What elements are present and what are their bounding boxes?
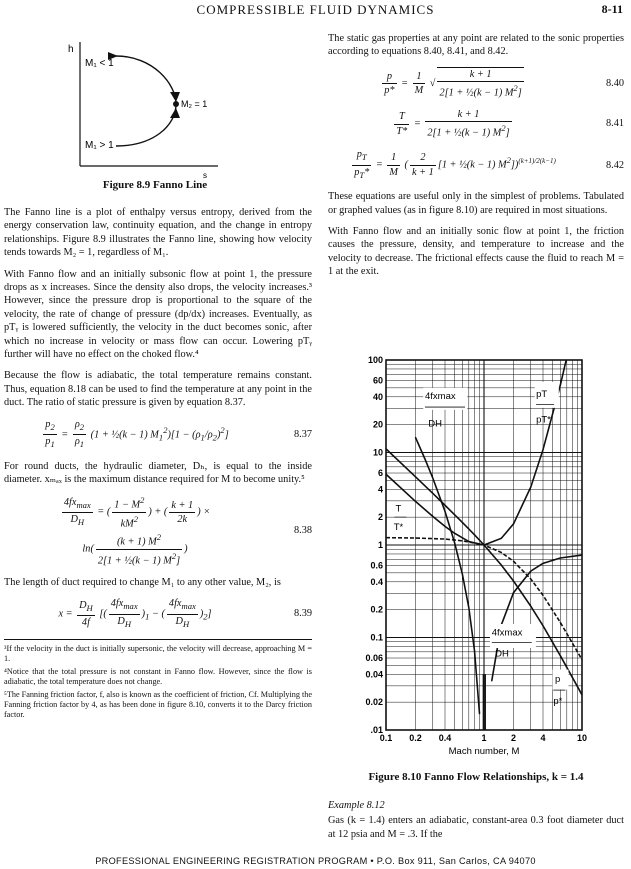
fanno-y-label: h [68, 44, 74, 55]
data-point [581, 659, 582, 660]
footnote-3: ³If the velocity in the duct is initially supersonic, the velocity will decrease, approaching M = 1. [4, 644, 312, 664]
label-fx-low: 4fxmax [491, 627, 523, 639]
data-point [385, 474, 386, 475]
data-point [581, 554, 582, 555]
y-tick-label: 0.4 [370, 576, 383, 587]
paragraph-sonic-flow: With Fanno flow and an initially sonic flow at point 1, the friction causes the pressure, density, and temperature to increase and the velocity to decrease. The frictional effects cause the fluid to reach M = 1 at the exit. [328, 226, 624, 278]
y-tick-label: 0.6 [370, 560, 383, 571]
equation-8-38: $\frac{4fx_{max}}{D_H}$ = ( $\frac{1 - M^2}{kM^2}$ ) + ( $\frac{k + 1}{2k}$ ) × ln( $\frac{(k + 1) M^2}{2[1 + \frac{1}{2}(k - 1) M^2]}$ ) 8.38 [63, 495, 312, 567]
paragraph-duct-length: The length of duct required to change M₁ to any other value, M₂, is [4, 576, 281, 588]
data-point [560, 655, 561, 656]
data-point [415, 437, 416, 438]
data-point [530, 571, 531, 572]
data-point [560, 557, 561, 558]
data-point [560, 622, 561, 623]
data-point [444, 505, 445, 506]
data-point [513, 523, 514, 524]
data-point [468, 541, 469, 542]
equation-8-39: x = $\frac{D_H}{4f}$ [( $\frac{4fx_{max}}{D_H}$ )$_1$ − ( $\frac{4fx_{max}}{D_H}$ )$_2$] 8.39 [58, 598, 312, 629]
y-tick-label: 100 [367, 355, 383, 365]
data-point [530, 606, 531, 607]
footnote-rule [4, 639, 312, 640]
data-point [501, 564, 502, 565]
fanno-flow-chart [328, 348, 628, 768]
data-point [542, 595, 543, 596]
fanno-s-tick: s [203, 171, 207, 180]
right-column [328, 32, 624, 287]
data-point [424, 459, 425, 460]
data-point [474, 650, 475, 651]
example-text: Gas (k = 1.4) enters an adiabatic, constant-area 0.3 foot diameter duct at 12 psia and M = .3. If the [328, 815, 624, 840]
data-point [513, 580, 514, 581]
data-point [415, 501, 416, 502]
footnote-4: ⁴Notice that the total pressure is not constant in Fanno flow. However, since the flow is adiabatic, the total temperature does not change. [4, 667, 312, 687]
data-point [468, 607, 469, 608]
fanno-line-figure [58, 34, 238, 180]
label-fx-low-den: DH [495, 648, 509, 660]
fanno-curve [116, 56, 176, 146]
data-point [432, 477, 433, 478]
data-point [501, 538, 502, 539]
y-tick-label: 1 [377, 540, 383, 550]
data-point [454, 542, 455, 543]
data-point [462, 573, 463, 574]
y-tick-label: 6 [377, 468, 383, 479]
series-line [492, 555, 582, 681]
data-point [581, 694, 582, 695]
data-point [454, 533, 455, 534]
paragraph-tabulated-values: These equations are useful only in the simplest of problems. Tabulated or graphed values (as in figure 8.10) are required in most situations. [328, 191, 624, 216]
label-pt: pT [536, 388, 548, 400]
left-column [4, 206, 312, 723]
y-tick-label: 10 [372, 447, 383, 458]
data-point [474, 534, 475, 535]
paragraph-hydraulic-diameter: For round ducts, the hydraulic diameter, Dₕ, is equal to the inside diameter. xₘₐₓ is the maximum distance required for M to become unity.⁵ [4, 460, 312, 485]
series-line [416, 437, 480, 713]
label-tt-den: T* [393, 522, 404, 534]
data-point [560, 385, 561, 386]
label-pt-den: pT* [536, 414, 551, 426]
data-point [491, 680, 492, 681]
equation-8-37: $\frac{p_2}{p_1}$ = $\frac{\rho_2}{\rho_1}$ (1 + ½(k − 1) $M_1^2)[1 - (\rho_1/\rho_2)^2]$ 8.37 [45, 418, 312, 450]
data-point [385, 448, 386, 449]
data-point [542, 563, 543, 564]
label-tt: T [395, 503, 402, 515]
sonic-point [173, 101, 179, 107]
equation-8-40: $\frac{p}{p*}$ = $\frac{1}{M}$ √ $\frac{k + 1}{2[1 + \frac{1}{2}(k - 1) M^2]}$ 8.40 [384, 68, 624, 99]
x-tick-label: 0.4 [438, 733, 452, 743]
page-footer: PROFESSIONAL ENGINEERING REGISTRATION PROGRAM • P.O. Box 911, San Carlos, CA 94070 [95, 856, 536, 866]
data-point [513, 592, 514, 593]
x-axis-label: Mach number, M [448, 746, 520, 757]
x-tick-label: 4 [540, 733, 546, 743]
paragraph-fanno-line: The Fanno line is a plot of enthalpy versus entropy, derived from the energy conservation law, continuity equation, and the change in entropy relationships. Figure 8.9 illustrates the Fanno line, showing how velocity tends towards M₂ = 1, regardless of M₁. [4, 207, 312, 259]
equation-8-41: $\frac{T}{T*}$ = $\frac{k + 1}{2[1 + \frac{1}{2}(k - 1) M^2]}$ 8.41 [396, 109, 624, 139]
data-point [444, 538, 445, 539]
y-tick-label: 0.04 [365, 669, 383, 680]
page-number: 8-11 [601, 2, 623, 16]
paragraph-sonic-properties: The static gas properties at any point are related to the sonic properties according to equations 8.40, 8.41, and 8.42. [328, 33, 624, 58]
example-block [328, 795, 624, 849]
paragraph-subsonic-flow: With Fanno flow and an initially subsonic flow at point 1, the pressure drops as x increases. Since the density also drops, the velocity increases.³ However, since the pressure drop is proportional to the square of the velocity, the rate of change of pressure (dp/dx) increases. Eventually, as pTᵧ is lowered sufficiently, the velocity in the duct becomes sonic, after which no increase in velocity or mass flow can occur. Lowering pTᵧ further will have no effect on the choked flow.⁴ [4, 268, 312, 361]
y-tick-label: 0.06 [365, 653, 383, 664]
y-tick-label: 2 [377, 512, 383, 523]
equation-8-42: $\frac{p_T}{p_T*}$ = $\frac{1}{M}$ ( $\frac{2}{k + 1}$ [1 + ½(k − 1) $M^2])^{(k+1)/2(k-1)}$ 8.42 [354, 149, 624, 180]
data-point [462, 540, 463, 541]
fanno-caption: Figure 8.9 Fanno Line [102, 179, 208, 191]
fanno-point-label: M₂ = 1 [181, 99, 208, 109]
data-point [444, 526, 445, 527]
x-tick-label: 0.2 [409, 733, 422, 743]
x-tick-label: 2 [510, 733, 517, 743]
y-tick-label: 40 [372, 391, 383, 402]
data-point [462, 522, 463, 523]
running-title: COMPRESSIBLE FLUID DYNAMICS [196, 2, 435, 17]
x-tick-label: 1 [481, 733, 487, 743]
example-title: Example 8.12 [328, 800, 385, 811]
chart-caption: Figure 8.10 Fanno Flow Relationships, k = 1.4 [368, 771, 584, 783]
data-point [513, 561, 514, 562]
y-tick-label: 0.2 [370, 604, 383, 615]
footnote-5: ⁵The Fanning friction factor, f, also is known as the coefficient of friction, Cf. Multiplying the Fanning friction factor by 4, as has been done in figure 8.10, converts it to the Darcy friction factor. [4, 690, 312, 720]
y-tick-label: 20 [372, 419, 383, 430]
fanno-lower-label: M₁ > 1 [85, 140, 114, 151]
data-point [385, 537, 386, 538]
x-tick-label: 0.1 [379, 733, 393, 743]
y-tick-label: 4 [377, 484, 383, 495]
data-point [483, 544, 484, 545]
data-point [501, 552, 502, 553]
data-point [432, 516, 433, 517]
data-point [432, 493, 433, 494]
data-point [530, 578, 531, 579]
data-point [415, 537, 416, 538]
fanno-upper-label: M₁ < 1 [85, 58, 114, 69]
y-tick-label: 0.1 [370, 632, 383, 643]
data-point [444, 511, 445, 512]
y-tick-label: 0.02 [365, 697, 383, 708]
page-header [0, 2, 631, 20]
data-point [479, 713, 480, 714]
paragraph-adiabatic: Because the flow is adiabatic, the total temperature remains constant. Thus, equation 8.18 can be used to find the temperature at any point in the duct. The ratio of static pressure is given by equation 8.37. [4, 370, 312, 409]
y-tick-label: 60 [372, 375, 383, 386]
label-pp: p [554, 674, 561, 686]
data-point [415, 476, 416, 477]
label-pp-den: p* [553, 696, 563, 708]
x-tick-label: 10 [576, 733, 588, 743]
label-fx-top: 4fxmax [424, 390, 456, 402]
y-tick-label: .01 [370, 725, 383, 735]
label-fx-top-den: DH [428, 418, 443, 430]
data-point [542, 449, 543, 450]
data-point [530, 486, 531, 487]
data-point [542, 625, 543, 626]
